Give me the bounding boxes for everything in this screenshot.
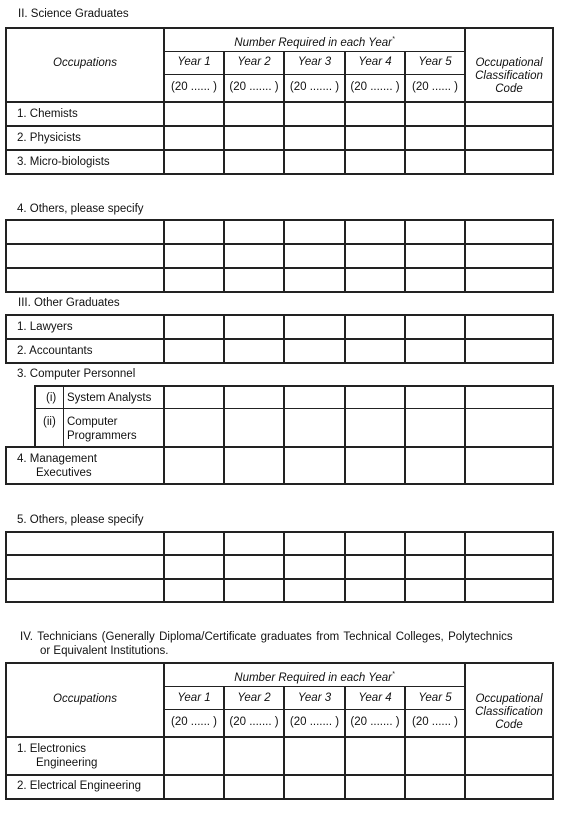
others-specify-5: 5. Others, please specify (17, 514, 144, 526)
row-electronics-engineering: 1. Electronics Engineering (17, 743, 98, 769)
row-electrical-engineering: 2. Electrical Engineering (17, 780, 142, 792)
occupational-code-header: Occupational Classification Code (475, 57, 543, 95)
others-specify-4: 4. Others, please specify (17, 203, 144, 215)
number-required-header-2: Number Required in each Year* (234, 671, 395, 684)
row-management-executives: 4. Management Executives (17, 453, 97, 479)
year-5-header: Year 5 (418, 56, 452, 68)
year-4-header: Year 4 (358, 56, 392, 68)
year-2-slot-2: (20 ....... ) (229, 716, 279, 728)
row-physicists: 2. Physicists (17, 132, 81, 144)
year-5-header-2: Year 5 (418, 692, 452, 704)
row-lawyers: 1. Lawyers (17, 321, 73, 333)
computer-personnel-label: 3. Computer Personnel (17, 368, 136, 380)
year-5-slot-2: (20 ...... ) (411, 716, 458, 728)
number-required-header: Number Required in each Year* (234, 36, 395, 49)
section-heading-other-graduates: III. Other Graduates (18, 297, 120, 309)
row-system-analysts: System Analysts (67, 392, 152, 404)
year-3-slot: (20 ....... ) (289, 81, 340, 93)
year-4-slot-2: (20 ....... ) (350, 716, 400, 728)
sub-mark-ii: (ii) (43, 416, 56, 428)
year-3-header-2: Year 3 (297, 692, 332, 704)
year-2-header: Year 2 (237, 56, 271, 68)
row-computer-programmers: Computer Programmers (67, 416, 137, 442)
year-2-slot: (20 ....... ) (229, 81, 279, 93)
section-heading-technicians: IV. Technicians (Generally Diploma/Certificate graduates from Technical Colleges, Polytechnics or Equivalent Institutions. (20, 631, 513, 657)
year-1-slot-2: (20 ...... ) (170, 716, 217, 728)
year-1-header-2: Year 1 (177, 692, 211, 704)
year-4-header-2: Year 4 (358, 692, 392, 704)
year-1-header: Year 1 (177, 56, 211, 68)
year-1-slot: (20 ...... ) (170, 81, 217, 93)
occupational-code-header-2: Occupational Classification Code (475, 693, 543, 731)
year-2-header-2: Year 2 (237, 692, 271, 704)
year-3-header: Year 3 (297, 56, 332, 68)
occupations-header: Occupations (53, 57, 117, 69)
sub-mark-i: (i) (46, 392, 57, 404)
year-4-slot: (20 ....... ) (350, 81, 400, 93)
year-3-slot-2: (20 ....... ) (289, 716, 340, 728)
section-heading-science: II. Science Graduates (18, 8, 129, 20)
occupations-header-2: Occupations (53, 693, 117, 705)
year-5-slot: (20 ...... ) (411, 81, 458, 93)
row-accountants: 2. Accountants (17, 345, 93, 357)
row-micro-biologists: 3. Micro-biologists (17, 156, 110, 168)
row-chemists: 1. Chemists (17, 108, 78, 120)
